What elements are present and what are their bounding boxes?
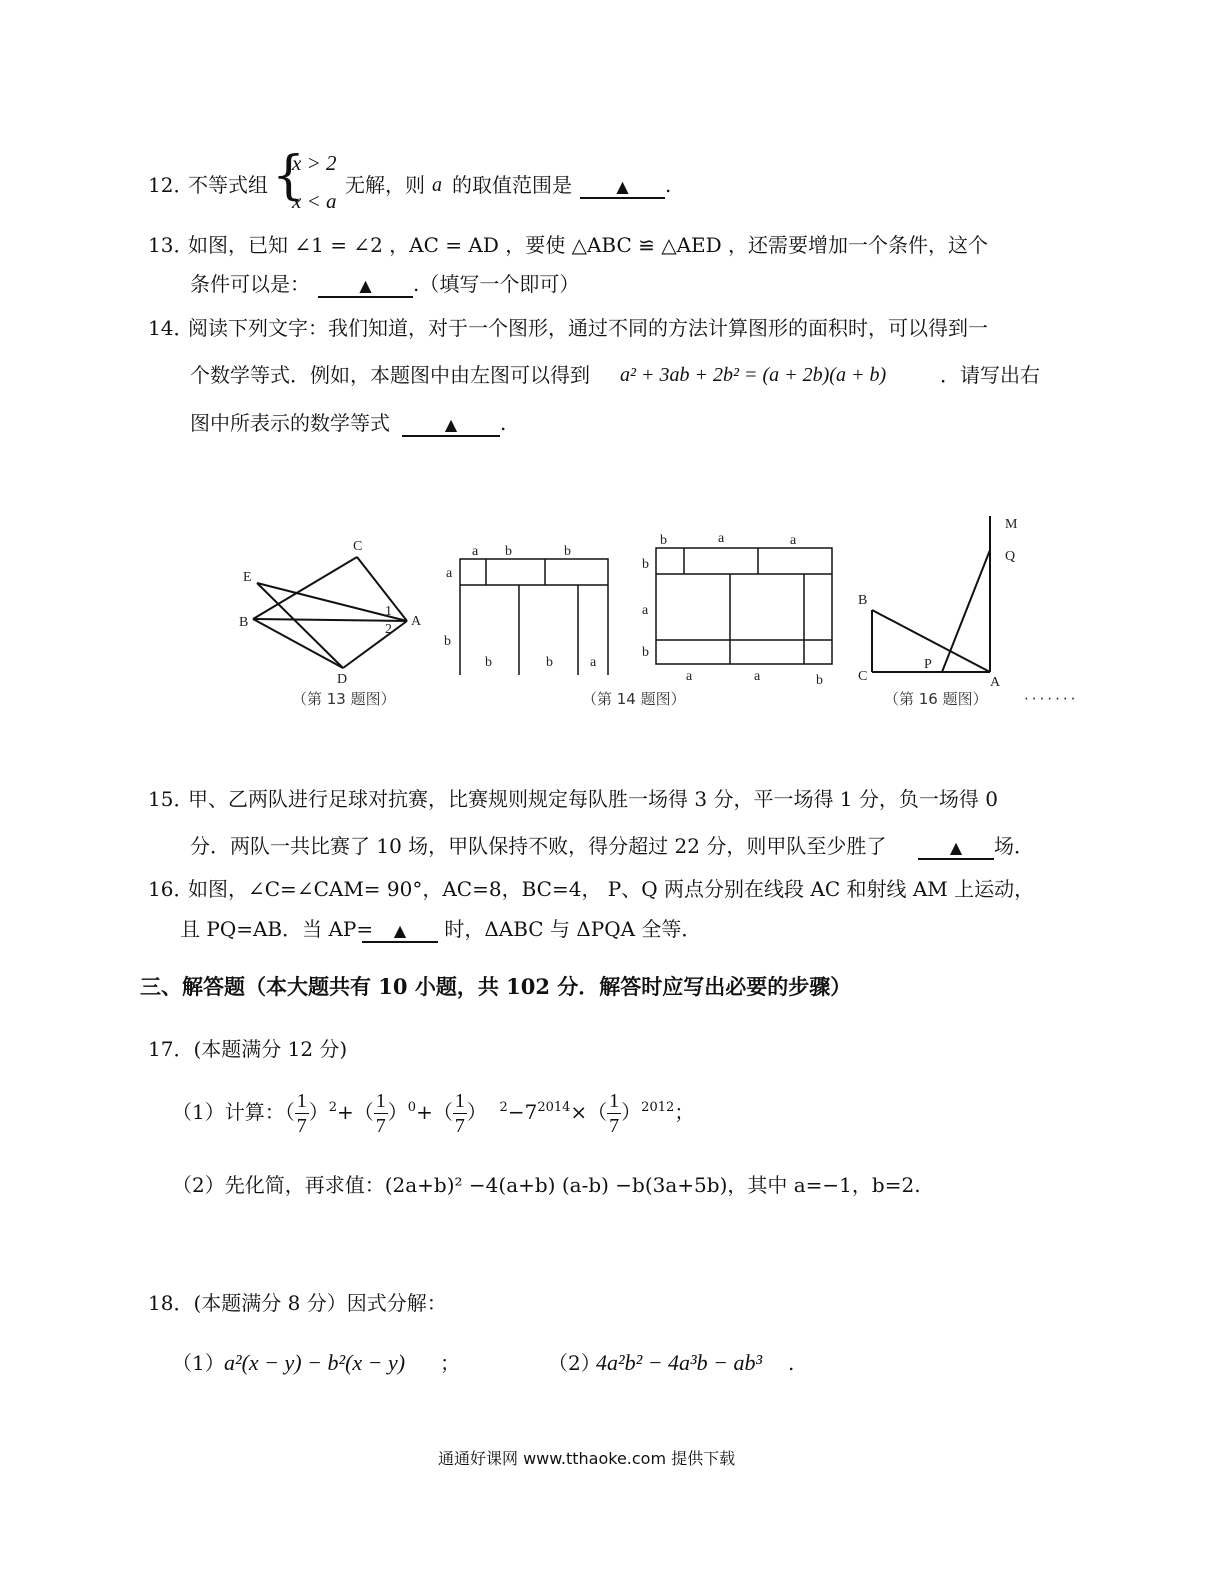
- fig14l-side-b: b: [444, 634, 451, 649]
- q14-line2-b: ．请写出右: [940, 363, 1040, 387]
- fig16-label-a: A: [990, 675, 1001, 690]
- q14-formula: a² + 3ab + 2b² = (a + 2b)(a + b): [620, 364, 887, 386]
- fig16-label-m: M: [1005, 517, 1018, 532]
- fig13-label-a: A: [411, 614, 422, 629]
- q14-line1: 阅读下列文字：我们知道，对于一个图形，通过不同的方法计算图形的面积时，可以得到一: [188, 316, 988, 340]
- q15-line2-b: 场．: [994, 834, 1034, 858]
- q16-answer-blank: ▲: [362, 921, 438, 943]
- q18-p2-label: （2）: [548, 1351, 601, 1375]
- q12-ineq2: x < a: [292, 189, 337, 213]
- fig14l-bot-b1: b: [485, 655, 492, 670]
- fig13-caption: （第 13 题图）: [292, 690, 396, 708]
- q14-line3: 图中所表示的数学等式: [190, 411, 390, 435]
- fig14r-side-b2: b: [642, 645, 649, 660]
- q13-answer-blank: ▲: [318, 276, 413, 298]
- q13-number: 13．: [148, 233, 194, 257]
- fig13-label-1: 1: [385, 604, 392, 619]
- q17-frac2: $\frac{1}{7}$: [375, 1090, 386, 1137]
- q16-line2-a: 且 PQ=AB．当 AP=: [180, 917, 374, 941]
- q16-line2-b: 时，ΔABC 与 ΔPQA 全等．: [438, 917, 702, 941]
- fig14r-bot-a2: a: [754, 669, 761, 684]
- q17-part1: （1）计算：（ $\frac{1}{7}$ ）$^2$+（ $\frac{1}{7}$ ）$^0$+（ $\frac{1}{7}$ ） $^2-7^{2014}\times$（ $\frac{1}{7}$ ）$^{2012}$；: [172, 1090, 695, 1137]
- fig13-label-d: D: [337, 672, 348, 685]
- q17-head: 17．(本题满分 12 分): [148, 1037, 348, 1061]
- q12-text3: 的取值范围是: [452, 173, 572, 197]
- fig13-label-2: 2: [385, 622, 392, 637]
- q12-answer-blank: ▲: [580, 177, 665, 199]
- fig14r-bot-b: b: [816, 673, 823, 688]
- fig14r-top-b: b: [660, 533, 667, 548]
- fig16-label-q: Q: [1005, 549, 1016, 564]
- fig14l-side-a: a: [446, 566, 453, 581]
- q12-text1: 不等式组: [188, 173, 268, 197]
- fig14l-top-a: a: [472, 544, 479, 559]
- q17-frac1: $\frac{1}{7}$: [296, 1090, 307, 1137]
- q18-p1-end: ；: [440, 1351, 460, 1375]
- q12-brace: {: [272, 146, 306, 206]
- fig14r-side-a1: a: [642, 603, 649, 618]
- fig16-label-p: P: [924, 657, 932, 672]
- fig14r-top-a2: a: [790, 533, 797, 548]
- fig14l-bot-a: a: [590, 655, 597, 670]
- fig14r-bot-a1: a: [686, 669, 693, 684]
- fig14r-side-b: b: [642, 557, 649, 572]
- q12-number: 12．: [148, 173, 194, 197]
- fig13-label-c: C: [353, 539, 363, 554]
- fig14l-bot-b2: b: [546, 655, 553, 670]
- q12-end: .: [665, 173, 672, 197]
- q18-p2-end: .: [788, 1351, 795, 1375]
- q16-line1: 如图，∠C=∠CAM= 90°，AC=8，BC=4， P、Q 两点分别在线段 AC 和射线 AM 上运动，: [188, 877, 1035, 901]
- fig14l-top-b1: b: [505, 544, 512, 559]
- q18-p1-label: （1）: [172, 1351, 225, 1375]
- dotted-leader: ·······: [1024, 690, 1079, 708]
- q13-line2-a: 条件可以是：: [190, 272, 310, 296]
- fig16-caption: （第 16 题图）: [884, 690, 988, 708]
- q13-line2-b: .（填写一个即可）: [413, 272, 580, 296]
- figure-14-right: [638, 528, 838, 688]
- q14-line2-a: 个数学等式．例如，本题图中由左图可以得到: [190, 363, 590, 387]
- q17-frac3: $\frac{1}{7}$: [454, 1090, 465, 1137]
- section3-title: 三、解答题（本大题共有 10 小题，共 102 分．解答时应写出必要的步骤）: [140, 974, 852, 999]
- q18-p1-expr: a²(x − y) − b²(x − y): [224, 1350, 406, 1375]
- fig13-label-b: B: [239, 615, 249, 630]
- q17-frac4: $\frac{1}{7}$: [609, 1090, 620, 1137]
- q12-var: a: [432, 174, 442, 196]
- q15-answer-blank: ▲: [918, 838, 994, 860]
- q12-text2: 无解，则: [345, 173, 425, 197]
- q15-line1: 甲、乙两队进行足球对抗赛，比赛规则规定每队胜一场得 3 分，平一场得 1 分，负一场得 0: [188, 787, 998, 811]
- q12-ineq1: x > 2: [292, 151, 337, 175]
- q18-p2-expr: 4a²b² − 4a³b − ab³: [596, 1350, 763, 1375]
- fig16-label-b: B: [858, 593, 868, 608]
- q14-end: .: [500, 411, 507, 435]
- fig14r-top-a1: a: [718, 531, 725, 546]
- footer-text: 通通好课网 www.tthaoke.com 提供下载: [438, 1449, 736, 1468]
- q17-part2: （2）先化简，再求值：(2a+b)² −4(a+b) (a-b) −b(3a+5b)，其中 a=−1，b=2.: [172, 1173, 921, 1197]
- figure-13: [235, 535, 435, 685]
- q18-head: 18．(本题满分 8 分）因式分解：: [148, 1291, 447, 1315]
- fig16-label-c: C: [858, 669, 868, 684]
- q13-line1: 如图，已知 ∠1 = ∠2 ，AC = AD ，要使 △ABC ≌ △AED ，还需要增加一个条件，这个: [188, 233, 989, 257]
- q17-p1-label: （1）计算：: [172, 1100, 285, 1124]
- q14-number: 14．: [148, 316, 194, 340]
- fig14l-top-b2: b: [564, 544, 571, 559]
- q16-number: 16．: [148, 877, 194, 901]
- q14-answer-blank: ▲: [402, 415, 500, 437]
- q15-line2-a: 分．两队一共比赛了 10 场，甲队保持不败，得分超过 22 分，则甲队至少胜了: [190, 834, 887, 858]
- q15-number: 15．: [148, 787, 194, 811]
- figure-16: [850, 510, 1030, 690]
- fig14-caption: （第 14 题图）: [582, 690, 686, 708]
- figure-14-left-bottom: [440, 650, 620, 675]
- fig13-label-e: E: [243, 570, 252, 585]
